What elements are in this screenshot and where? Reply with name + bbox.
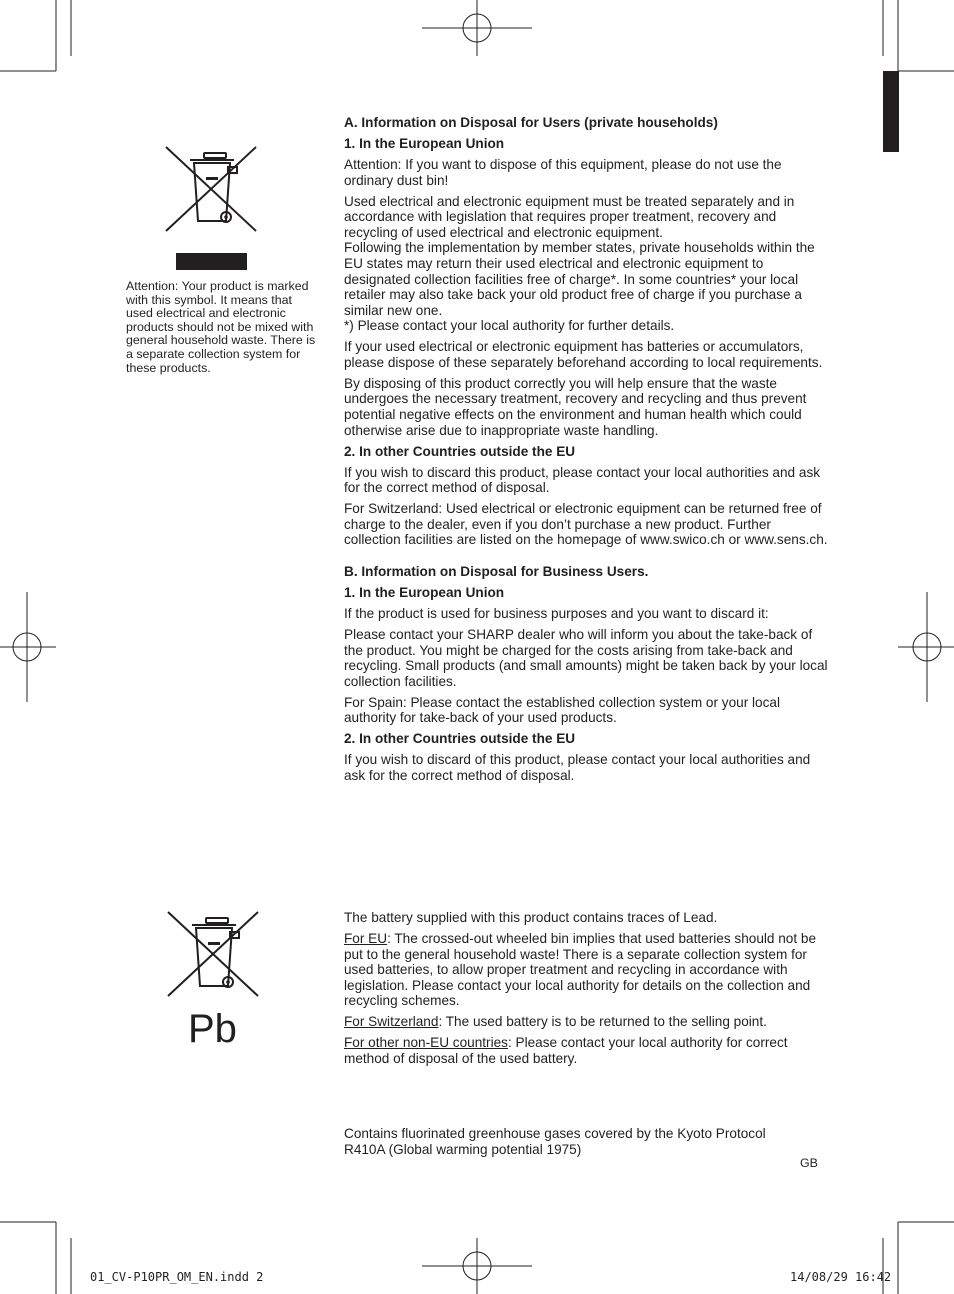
section-b-heading: B. Information on Disposal for Business Users. [344,563,649,579]
for-switzerland-label: For Switzerland [344,1014,439,1030]
lead-symbol-label: Pb [188,1007,237,1051]
battery-info-column [344,910,830,1072]
paragraph: For Switzerland: Used electrical or electronic equipment can be returned free of charge to the dealer, even if you don’t purchase a new product. Further collection facilities are listed on the homepage of www.swico.ch or www.sens.ch. [344,501,828,548]
paragraph: The battery supplied with this product contains traces of Lead. [344,910,718,925]
battery-crossed-out-bin-icon [164,908,262,1000]
paragraph: If the product is used for business purposes and you want to discard it: [344,605,769,621]
page-language-code: GB [800,1156,818,1170]
disposal-info-column [344,115,830,789]
symbol-attention-note: Attention: Your product is marked with this symbol. It means that used electrical and electronic products should not be mixed with general household waste. There is a separate collection system for these products. [126,279,316,375]
for-eu-label: For EU [344,930,388,946]
gas-line-2: R410A (Global warming potential 1975) [344,1141,582,1157]
paragraph: Used electrical and electronic equipment must be treated separately and in accordance with legislation that requires proper treatment, recovery and recycling of used electrical and electronic equipment. [344,193,795,240]
gas-line-1: Contains fluorinated greenhouse gases covered by the Kyoto Protocol [344,1126,766,1141]
paragraph: *) Please contact your local authority for further details. [344,318,675,334]
paragraph: By disposing of this product correctly you will help ensure that the waste undergoes the necessary treatment, recovery and recycling and thus prevent potential negative effects on the environment and human health which could otherwise arise due to inappropriate waste handling. [344,375,807,438]
solid-bar-symbol [176,253,247,270]
battery-ch-text: : The used battery is to be returned to the selling point. [438,1014,767,1030]
fluorinated-gas-notice [344,1126,830,1157]
battery-eu-text: : The crossed-out wheeled bin implies that used batteries should not be put to the general household waste! There is a separate collection system for used batteries, to allow proper treatment and recycling in accordance with legislation. Please contact your local authority for details on the collection and recycling schemes. [344,930,817,1009]
section-a-heading: A. Information on Disposal for Users (private households) [344,115,718,130]
section-b-eu-heading: 1. In the European Union [344,584,505,600]
crossed-out-wheeled-bin-icon [162,143,260,235]
paragraph: If your used electrical or electronic equipment has batteries or accumulators, please dispose of these separately beforehand according to local requirements. [344,339,823,370]
battery-other-text: : Please contact your local authority for correct method of disposal of the used battery. [344,1035,788,1066]
battery-ch-paragraph [344,1014,830,1030]
paragraph: Following the implementation by member states, private households within the EU states may return their used electrical and electronic equipment to designated collection facilities free of charge*. In some countries* your local retailer may also take back your old product free of charge if you purchase a similar new one. [344,240,815,318]
paragraph: If you wish to discard of this product, please contact your local authorities and ask for the correct method of disposal. [344,752,811,783]
paragraph: For Spain: Please contact the established collection system or your local authority for take-back of your used products. [344,694,780,726]
section-a-eu-heading: 1. In the European Union [344,135,505,151]
paragraph: If you wish to discard this product, please contact your local authorities and ask for the correct method of disposal. [344,464,821,496]
footer-timestamp: 14/08/29 16:42 [790,1270,892,1284]
section-b-other-heading: 2. In other Countries outside the EU [344,731,576,747]
footer-filename: 01_CV-P10PR_OM_EN.indd 2 [90,1270,264,1284]
for-other-label: For other non-EU countries [344,1035,508,1051]
paragraph: Please contact your SHARP dealer who will inform you about the take-back of the product. You might be charged for the costs arising from take-back and recycling. Small products (and small amounts) might be taken back by your local collection facilities. [344,626,828,689]
paragraph: Attention: If you want to dispose of this equipment, please do not use the ordinary dust bin! [344,156,782,188]
language-tab-marker [883,71,899,152]
battery-eu-paragraph [344,931,830,1009]
battery-other-paragraph [344,1035,830,1066]
section-a-other-heading: 2. In other Countries outside the EU [344,443,576,459]
